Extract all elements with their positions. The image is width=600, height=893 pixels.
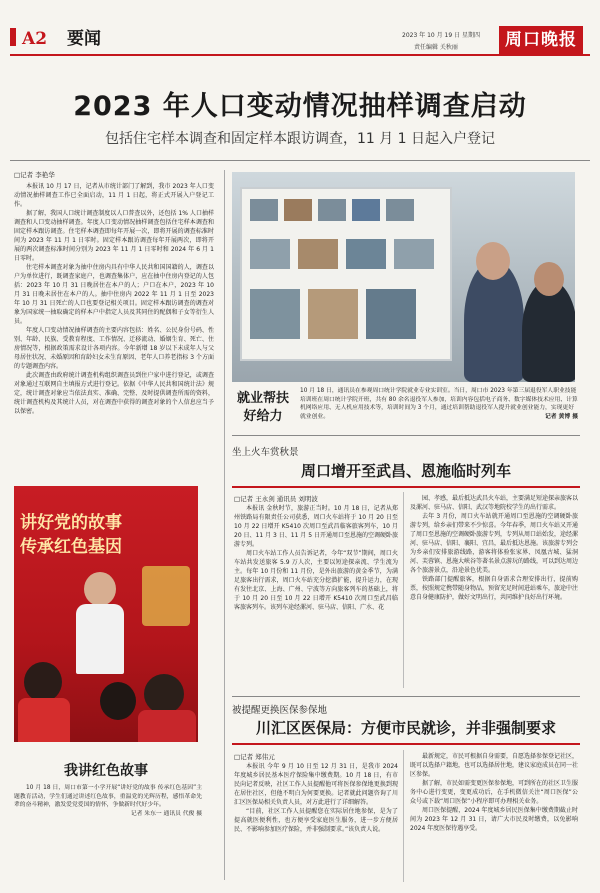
section-name: 要闻: [66, 29, 101, 49]
audience-figure: [18, 698, 70, 742]
photo-caption-body: 10 月 18 日，通讯员在参观周口统计学院就业专业实训室。当日，周口市 2023 年第三届退役军人职业技能培训班在周口统计学院开班，共有 80 余名退役军人参加，培训内容包括电子商务、数字媒体技术应用、计算机网络应用、无人机应用技术等，培训时间为 3 个月，通过培训帮助退役军人提升就业创业能力，实现更好就业创业。: [300, 388, 578, 420]
column-divider: [403, 492, 404, 688]
column-divider: [224, 170, 225, 880]
page-header: [10, 6, 590, 51]
article3-paragraph: 据了解，市民如需变更医保参保地，可到所在的社区卫生服务中心进行变更，变更成功后，在手机微信关注“周口医保”公众号或下载“周口医保”小程序即可办理相关业务。: [410, 780, 578, 805]
article2-col2: [410, 494, 578, 690]
article2-paragraph: 去年 3 月份，周口火车站就开通周口至恩施的空调硬卧旅游专列，给乡亲们带来不少惊喜。今年春季，周口火车站又开通了周口至恩施的空调硬卧旅游专列，专列从周口站始发，途经漯河、驻马店、信阳、襄阳、宜昌，最后抵达恩施。该旅游专列会为乡亲们安排旅游线路，游客将体验张家界、凤凰古城、猛洞河、芙蓉镇、恩施大峡谷等著名景点游玩的路线，可以到达周边各个旅游景点，沿途景色优美。: [410, 513, 578, 574]
article3-rule: [232, 743, 580, 745]
news-photo-exhibition: [232, 172, 575, 382]
responsible-editor: 责任编辑 关秋丽: [414, 44, 458, 51]
section-marker: [10, 28, 16, 46]
issue-date: 2023 年 10 月 19 日 星期四: [402, 32, 480, 39]
audience-head: [24, 662, 62, 702]
article2-paragraph: 铁路部门提醒旅客，根据自身需求合理安排出行，提前购票，按照规定携带随身物品，预留充足时间进站乘车，旅途中注意自身健康防护，做好文明出行，共同维护良好出行环境。: [410, 576, 578, 601]
newspaper-logo: 周口晚报: [499, 26, 583, 54]
poster-slogan-line2: 传承红色基因: [20, 537, 122, 557]
main-paragraph: 据了解，我国人口统计调查制度以人口普查以外，还包括 1% 人口抽样调查和人口变动抽样调查。年度人口变动情况抽样调查包括住宅样本调查和固定样本跟访调查。住宅样本调查即每年开展一次，即将开展的调查标准时间为 2023 年 11 月 1 日零时。固定样本跟访调查每年开展两次，即将开展的两次调查标准时间分别为 2023 年 11 月 1 日零时和 2024 年 6 月 1 日零时。: [14, 210, 214, 262]
person-head: [534, 262, 564, 296]
article2-title: 周口增开至武昌、恩施临时列车: [300, 462, 511, 480]
exhibition-board: [240, 187, 452, 361]
section-rule: [232, 435, 580, 436]
article3-kicker: 被提醒更换医保参保地: [232, 705, 328, 716]
poster-credit: 记者 朱东一 通讯员 代俊 摄: [130, 810, 202, 817]
main-subhead: 包括住宅样本调查和固定样本跟访调查，11 月 1 日起入户登记: [104, 131, 496, 147]
article3-paragraph: “目前，社区工作人员提醒您在实际居住地参保，是为了提高就医便利性，也方便享受家庭医生服务，进一步方便居民、不影响参加医疗保险，并非强制要求。”该负责人说。: [234, 808, 398, 833]
section-label: [22, 24, 101, 49]
article2-paragraph: 本报讯 金秋时节，旅游正当时。10 月 18 日，记者从郑州铁路局有限责任公司获悉，周口火车站将于 10 月 20 日至 10 月 22 日增开 K5410 次周口至武昌临客旅客列车，10 月 20 日、11 月 3 日、11 月 5 日开通周口至恩施的空调硬卧旅游专列。: [234, 505, 398, 548]
student-head: [84, 572, 116, 606]
article3-col2: [410, 752, 578, 884]
article2-byline: □记者 王永剑 通讯员 刘明波: [234, 495, 318, 503]
photo-credit: 记者 黄博 摄: [544, 413, 578, 420]
poster-caption-title: 我讲红色故事: [64, 763, 148, 779]
audience-head: [144, 674, 184, 714]
article2-paragraph: 周口火车站工作人员告诉记者，今年“双节”期间，周口火车站共发送旅客 5.9 万人次，主要以短途探亲流、学生流为主。每年 10 月份和 11 月份，是外出旅游的黄金季节，为满足旅客出行需求，周口火车站充分挖潜扩能，提升运力，在现有发往北京、上海、广州、宁波等方向旅客列车的基础上，将于 10 月 20 日至 10 月 22 日增开 K5410 次周口至武昌临客旅客列车。该列车途经漯河、驻马店、信阳、广水、花: [234, 550, 398, 611]
headline-rule: [10, 160, 590, 161]
news-photo-red-story: [14, 486, 198, 742]
person-head: [476, 242, 510, 280]
main-paragraph: 此次调查由政府统计调查机构组织调查员到住户家中进行登记，或调查对象通过互联网自主填报方式进行登记。依据《中华人民共和国统计法》规定，统计调查对象应当依法真实、准确、完整、及时提供调查所需的资料，统计调查机构及其统计人员，对在调查中获得的调查对象的个人信息应当予以保密。: [14, 372, 214, 415]
header-rule: [10, 54, 590, 56]
main-article-body: [14, 182, 214, 474]
article2-col1: [234, 504, 398, 690]
section-rule: [232, 696, 580, 697]
article2-kicker: 坐上火车赏秋景: [232, 447, 299, 458]
main-headline: 2023 年人口变动情况抽样调查启动: [73, 91, 527, 122]
article3-paragraph: 最新规定，市民可根据自身需要，自愿选择参保登记社区，既可以选择户籍地，也可以选择居住地，建议家庭成员在同一社区参保。: [410, 753, 578, 778]
main-byline: □记者 李艳华: [14, 171, 55, 179]
photo-caption-text: [300, 387, 578, 421]
photo-caption-title: 就业帮扶好给力: [236, 391, 289, 424]
audience-figure: [138, 710, 196, 742]
poster-caption: [14, 784, 202, 884]
section-code: A2: [22, 29, 48, 49]
article3-byline: □记者 郑伟元: [234, 753, 275, 761]
main-paragraph: 年度人口变动情况抽样调查的主要内容包括：姓名、公民身份号码、性别、年龄、民族、受教育程度、工作情况、迁移流动、婚姻生育、死亡、住房情况等，根据政策需求设计各项内容。今年新增 18 岁以下未成年人与父母居住状况、未婚原因和育龄妇女未生育原因、老年人口养老指标 3 个方面的专题调查内容。: [14, 327, 214, 370]
main-paragraph: 本报讯 10 月 17 日，记者从市统计部门了解到，我市 2023 年人口变动情况抽样调查工作已全面启动，11 月 1 日起，将正式开展入户登记工作。: [14, 183, 214, 208]
article3-title: 川汇区医保局：方便市民就诊，并非强制要求: [255, 719, 556, 737]
article3-col1: [234, 762, 398, 884]
article3-paragraph: 本报讯 今年 9 月 10 日至 12 月 31 日，是我市 2024 年度城乡居民基本医疗保险集中缴费期。10 月 18 日，有市民向记者反映，社区工作人员提醒他可将医保参保地更换到现在居住社区，但他不明白为何要更换。记者就此问题咨询了川汇区医保局相关负责人员，对方此进行了详细解答。: [234, 763, 398, 806]
student-figure: [76, 604, 124, 674]
main-paragraph: 住宅样本调查对象为抽中住房内具有中华人民共和国国籍的人，调查以户为单位进行，既调查家庭户，也调查集体户，应在抽中住房内登记的人包括：2023 年 10 月 31 日晚居住在本户的人；户口在本户，2023 年 10 月 31 日晚未居住在本户的人。抽中住房内 2022 年 11 月 1 日至 2023 年 10 月 31 日死亡的人口也要登记相关项目。固定样本跟访调查的调查对象为国家统一抽取确定的样本户中指定人员及其同住的配偶和子女等衍生人员。: [14, 264, 214, 325]
audience-head: [100, 682, 136, 720]
article3-paragraph: 周口医保提醒，2024 年度城乡居民医保集中缴费期截止时间为 2023 年 12 月 31 日，请广大市民及时缴费，以免影响 2024 年度医保待遇享受。: [410, 807, 578, 832]
poster-caption-text: 10 月 18 日，周口市第一小学开展“讲好党的故事 传承红色基因”主题教育活动，学生们通过讲述红色故事，重温党的光辉历程，感悟革命先辈的奋斗精神，激发爱党爱国的情怀，争做新时代好少年。: [14, 785, 202, 809]
column-divider: [403, 750, 404, 882]
emblem-shape: [142, 566, 190, 626]
poster-slogan-line1: 讲好党的故事: [20, 513, 122, 533]
article2-rule: [232, 486, 580, 488]
article2-paragraph: 园、孝感，最后抵达武昌火车站，主要满足短途探亲旅客以及漯河、驻马店、信阳、武汉等地院校学生的出行需求。: [410, 495, 578, 511]
